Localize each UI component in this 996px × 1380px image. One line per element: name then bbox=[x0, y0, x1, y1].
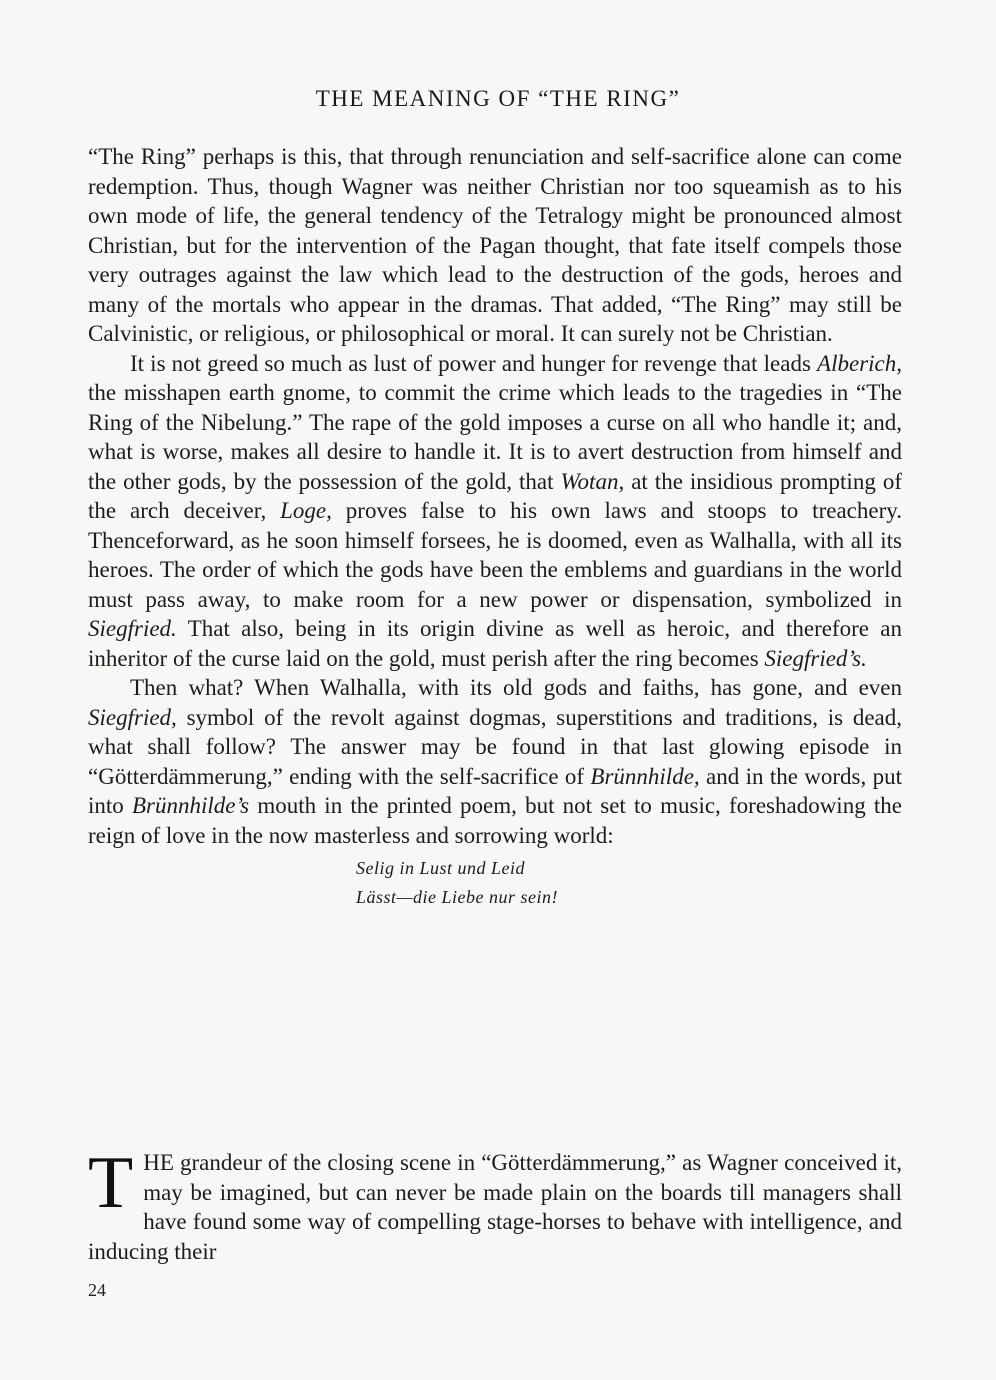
section-text: HE grandeur of the closing scene in “Götterdämmerung,” as Wagner conceived it, may be imagined, but can never be made plain on the boards till managers shall have found some way of compelling stage-horses to behave with intelligence, and inducing their bbox=[88, 1150, 902, 1264]
p2-text-2: the misshapen earth gnome, to commit the crime which leads to the tragedies in “The Ring of the Nibelung.” The rape of the gold imposes a curse on all who handle it; and, what is worse, makes all desire to handle it. It is to avert destruction from himself and the other gods, by the possession of the gold, that bbox=[88, 380, 902, 494]
name-loge: Loge, bbox=[280, 498, 332, 523]
paragraph-3 bbox=[88, 673, 902, 850]
p2-text-5: That also, being in its origin divine as well as heroic, and therefore an inheritor of the curse laid on the gold, must perish after the ring becomes bbox=[88, 616, 902, 671]
p2-text-1: It is not greed so much as lust of power and hunger for revenge that leads bbox=[130, 350, 818, 376]
verse-line-2: Lässt—die Liebe nur sein! bbox=[356, 887, 559, 907]
page-number: 24 bbox=[88, 1280, 106, 1300]
p2-text-3: at the insidious prompting of the arch deceiver, bbox=[88, 468, 902, 523]
verse-quote bbox=[356, 854, 902, 912]
paragraph-2 bbox=[88, 349, 902, 674]
name-siegfried-2: Siegfried, bbox=[88, 704, 177, 730]
main-text bbox=[88, 142, 902, 912]
verse-line-1: Selig in Lust und Leid bbox=[356, 858, 526, 878]
p2-text-4: proves false to his own laws and stoops to treachery. Thenceforward, as he soon himself forsees, he is doomed, even as Walhalla, with all its heroes. The order of which the gods have been the emblems and guardians in the world must pass away, to make room for a new power or dispensation, symbolized in bbox=[88, 498, 902, 612]
new-section bbox=[88, 1142, 902, 1266]
name-siegfrieds: Siegfried’s. bbox=[764, 645, 867, 671]
p3-text-3: and in the words, put into bbox=[88, 763, 903, 818]
running-title: THE MEANING OF “THE RING” bbox=[315, 86, 681, 111]
p3-text-4: mouth in the printed poem, but not set to music, foreshadowing the reign of love in the now masterless and sorrowing world: bbox=[88, 793, 902, 848]
paragraph-1: “The Ring” perhaps is this, that through renunciation and self-sacrifice alone can come redemption. Thus, though Wagner was neither Christian nor too squeamish as to his own mode of life, the general tendency of the Tetralogy might be pronounced almost Christian, but for the intervention of the Pagan thought, that fate itself compels those very outrages against the law which lead to the destruction of the gods, heroes and many of the mortals who appear in the dramas. That added, “The Ring” may still be Calvinistic, or religious, or philosophical or moral. It can surely not be Christian. bbox=[88, 144, 902, 346]
name-siegfried: Siegfried. bbox=[88, 616, 177, 641]
p3-text-1: Then what? When Walhalla, with its old gods and faiths, has gone, and even bbox=[130, 675, 902, 700]
name-wotan: Wotan, bbox=[560, 468, 625, 494]
name-alberich: Alberich, bbox=[817, 350, 902, 376]
p3-text-2: symbol of the revolt against dogmas, superstitions and traditions, is dead, what shall follow? The answer may be found in that last glowing episode in “Götterdämmerung,” ending with the self-sacrifice of bbox=[88, 704, 902, 789]
name-brunnhildes: Brünnhilde’s bbox=[131, 793, 250, 818]
drop-cap: T bbox=[88, 1142, 134, 1224]
name-brunnhilde: Brünnhilde, bbox=[590, 763, 700, 789]
